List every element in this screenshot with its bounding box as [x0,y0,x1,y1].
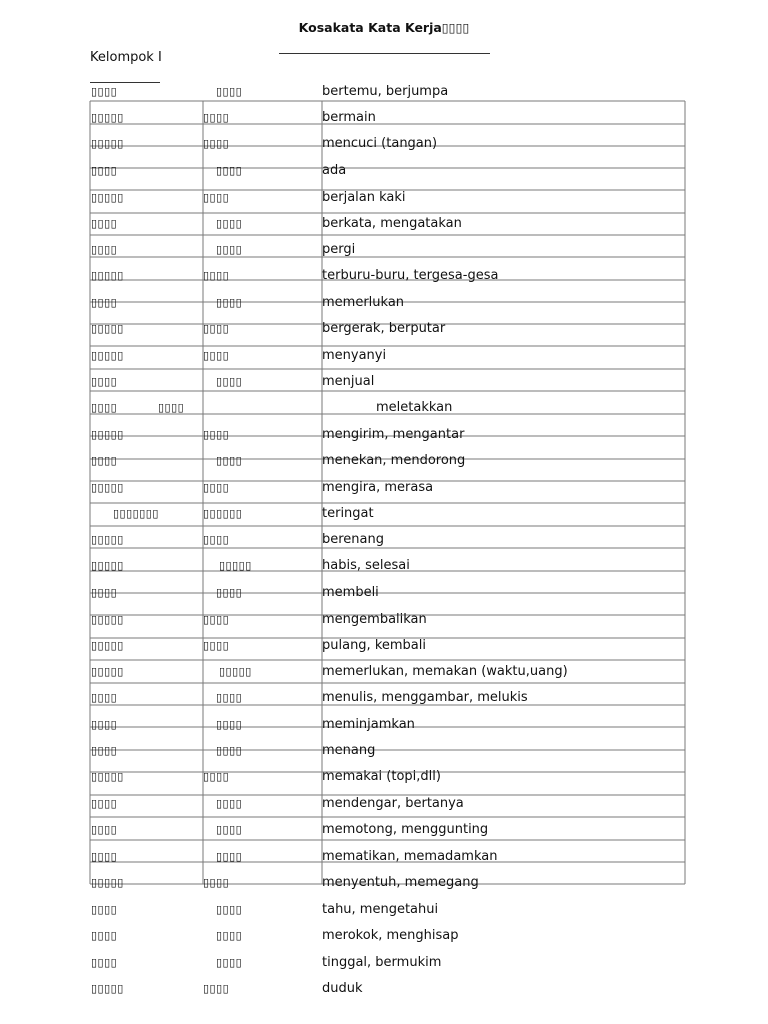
masu-form: ▯▯▯▯ [91,375,118,388]
meaning: memerlukan [322,295,405,310]
table-row [0,321,768,341]
dictionary-form: ▯▯▯▯▯ [219,665,252,678]
masu-form: ▯▯▯▯ [91,956,118,969]
table-row [0,612,768,632]
masu-form: ▯▯▯▯ [91,691,118,704]
dictionary-form: ▯▯▯▯ [216,454,243,467]
meaning: berkata, mengatakan [322,216,462,231]
table-row [0,822,768,842]
meaning: mencuci (tangan) [322,136,438,151]
table-row [0,348,768,368]
meaning: menulis, menggambar, melukis [322,690,528,705]
dictionary-form: ▯▯▯▯ [203,982,230,995]
group-label: Kelompok I [90,50,162,65]
table-row [0,136,768,156]
meaning: bertemu, berjumpa [322,84,449,99]
masu-form: ▯▯▯▯▯ [91,613,124,626]
meaning: teringat [322,506,374,521]
masu-form: ▯▯▯▯ [91,586,118,599]
table-row [0,796,768,816]
table-row [0,743,768,763]
dictionary-form: ▯▯▯▯ [216,797,243,810]
masu-form: ▯▯▯▯▯ [91,111,124,124]
table-row [0,981,768,1001]
meaning: menjual [322,374,375,389]
masu-form: ▯▯▯▯▯ [91,982,124,995]
masu-form: ▯▯▯▯▯ [91,559,124,572]
meaning: pergi [322,242,356,257]
meaning: berenang [322,532,385,547]
table-row [0,955,768,975]
masu-form: ▯▯▯▯ [91,903,118,916]
meaning: tahu, mengetahui [322,902,439,917]
table-row [0,374,768,394]
meaning: mengirim, mengantar [322,427,465,442]
meaning: meletakkan [376,400,453,415]
dictionary-form: ▯▯▯▯ [203,137,230,150]
meaning: habis, selesai [322,558,410,573]
dictionary-form: ▯▯▯▯ [216,929,243,942]
dictionary-form: ▯▯▯▯ [203,481,230,494]
dictionary-form: ▯▯▯▯ [216,956,243,969]
meaning: memotong, menggunting [322,822,489,837]
table-row [0,268,768,288]
dictionary-form: ▯▯▯▯ [203,111,230,124]
dictionary-form: ▯▯▯▯ [203,876,230,889]
masu-form: ▯▯▯▯ [91,797,118,810]
dictionary-form: ▯▯▯▯ [203,349,230,362]
meaning: menekan, mendorong [322,453,466,468]
meaning: duduk [322,981,363,996]
dictionary-form: ▯▯▯▯ [203,613,230,626]
table-row [0,928,768,948]
masu-form: ▯▯▯▯ [91,85,118,98]
masu-form: ▯▯▯▯▯ [91,137,124,150]
masu-form: ▯▯▯▯▯ [91,191,124,204]
dictionary-form: ▯▯▯▯ [216,850,243,863]
masu-form: ▯▯▯▯ [91,243,118,256]
dictionary-form: ▯▯▯▯ [216,691,243,704]
masu-form: ▯▯▯▯ [91,217,118,230]
meaning: berjalan kaki [322,190,406,205]
meaning: memakai (topi,dll) [322,769,441,784]
table-row [0,849,768,869]
table-row [0,400,768,420]
dictionary-form: ▯▯▯▯▯ [219,559,252,572]
table-row [0,295,768,315]
meaning: menyentuh, memegang [322,875,479,890]
dictionary-form: ▯▯▯▯ [216,296,243,309]
dictionary-form: ▯▯▯▯ [203,269,230,282]
dictionary-form: ▯▯▯▯ [203,322,230,335]
masu-form: ▯▯▯▯ [91,454,118,467]
meaning: mematikan, memadamkan [322,849,498,864]
meaning: mengembalikan [322,612,427,627]
masu-form: ▯▯▯▯▯ [91,876,124,889]
masu-form: ▯▯▯▯▯ [91,322,124,335]
meaning: meminjamkan [322,717,415,732]
dictionary-form: ▯▯▯▯ [216,823,243,836]
table-row [0,190,768,210]
meaning: menang [322,743,376,758]
table-row [0,216,768,236]
table-row [0,664,768,684]
dictionary-form: ▯▯▯▯ [216,217,243,230]
dictionary-form: ▯▯▯▯ [203,533,230,546]
meaning: mengira, merasa [322,480,434,495]
dictionary-form: ▯▯▯▯ [216,375,243,388]
meaning: ada [322,163,347,178]
masu-form: ▯▯▯▯ [91,296,118,309]
masu-form: ▯▯▯▯▯ [91,770,124,783]
table-row [0,84,768,104]
masu-form: ▯▯▯▯▯ [91,428,124,441]
dictionary-form: ▯▯▯▯ [216,744,243,757]
dictionary-form: ▯▯▯▯▯▯ [203,507,243,520]
dictionary-form: ▯▯▯▯ [216,586,243,599]
masu-form: ▯▯▯▯ [91,850,118,863]
dictionary-form: ▯▯▯▯ [158,401,185,414]
masu-form: ▯▯▯▯▯ [91,481,124,494]
masu-form: ▯▯▯▯ [91,929,118,942]
meaning: mendengar, bertanya [322,796,464,811]
table-row [0,875,768,895]
masu-form: ▯▯▯▯▯ [91,665,124,678]
dictionary-form: ▯▯▯▯ [216,164,243,177]
meaning: memerlukan, memakan (waktu,uang) [322,664,568,679]
masu-form: ▯▯▯▯ [91,718,118,731]
table-row [0,453,768,473]
dictionary-form: ▯▯▯▯ [203,639,230,652]
table-row [0,717,768,737]
dictionary-form: ▯▯▯▯ [203,191,230,204]
masu-form: ▯▯▯▯▯▯▯ [113,507,159,520]
masu-form: ▯▯▯▯▯ [91,269,124,282]
table-row [0,690,768,710]
dictionary-form: ▯▯▯▯ [216,903,243,916]
meaning: terburu-buru, tergesa-gesa [322,268,499,283]
masu-form: ▯▯▯▯▯ [91,533,124,546]
meaning: merokok, menghisap [322,928,459,943]
dictionary-form: ▯▯▯▯ [216,85,243,98]
table-row [0,585,768,605]
meaning: membeli [322,585,379,600]
table-row [0,110,768,130]
table-row [0,902,768,922]
table-row [0,558,768,578]
meaning: bergerak, berputar [322,321,446,336]
meaning: pulang, kembali [322,638,426,653]
table-row [0,506,768,526]
meaning: tinggal, bermukim [322,955,442,970]
dictionary-form: ▯▯▯▯ [216,718,243,731]
table-row [0,427,768,447]
page-title: Kosakata Kata Kerja▯▯▯▯ [298,20,470,35]
dictionary-form: ▯▯▯▯ [203,770,230,783]
table-row [0,242,768,262]
masu-form: ▯▯▯▯ [91,401,118,414]
masu-form: ▯▯▯▯▯ [91,639,124,652]
table-row [0,163,768,183]
masu-form: ▯▯▯▯ [91,823,118,836]
table-row [0,480,768,500]
table-row [0,638,768,658]
meaning: menyanyi [322,348,387,363]
table-row [0,769,768,789]
table-row [0,532,768,552]
masu-form: ▯▯▯▯ [91,164,118,177]
masu-form: ▯▯▯▯ [91,744,118,757]
meaning: bermain [322,110,376,125]
dictionary-form: ▯▯▯▯ [203,428,230,441]
masu-form: ▯▯▯▯▯ [91,349,124,362]
dictionary-form: ▯▯▯▯ [216,243,243,256]
